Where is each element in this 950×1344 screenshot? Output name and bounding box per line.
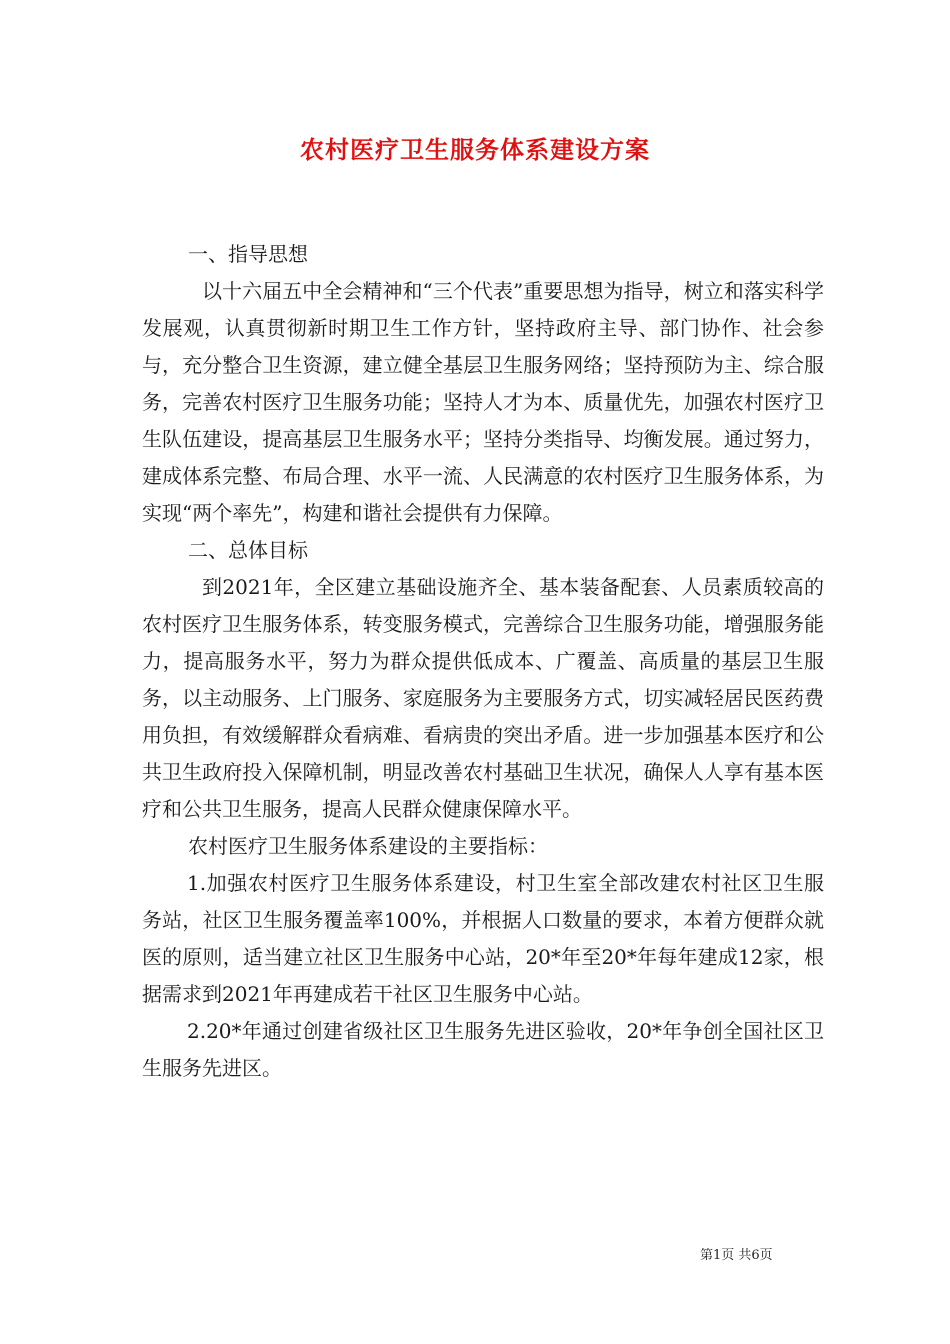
- paragraph-guiding-thought: 以十六届五中全会精神和“三个代表”重要思想为指导，树立和落实科学发展观，认真贯彻新时期卫生工作方针，坚持政府主导、部门协作、社会参与，充分整合卫生资源，建立健全基层卫生服务网络；坚持预防为主、综合服务，完善农村医疗卫生服务功能；坚持人才为本、质量优先，加强农村医疗卫生队伍建设，提高基层卫生服务水平；坚持分类指导、均衡发展。通过努力，建成体系完整、布局合理、水平一流、人民满意的农村医疗卫生服务体系，为实现“两个率先”，构建和谐社会提供有力保障。: [142, 279, 824, 525]
- section-heading-guiding-thought: 一、指导思想: [188, 242, 308, 266]
- document-body: [142, 236, 824, 1087]
- section-heading-main-indicators: 农村医疗卫生服务体系建设的主要指标：: [188, 834, 548, 858]
- indicator-item-2: 2.20*年通过创建省级社区卫生服务先进区验收，20*年争创全国社区卫生服务先进区。: [142, 1019, 824, 1080]
- paragraph-overall-goal: 到2021年，全区建立基础设施齐全、基本装备配套、人员素质较高的农村医疗卫生服务体系，转变服务模式，完善综合卫生服务功能，增强服务能力，提高服务水平，努力为群众提供低成本、广覆盖、高质量的基层卫生服务，以主动服务、上门服务、家庭服务为主要服务方式，切实减轻居民医药费用负担，有效缓解群众看病难、看病贵的突出矛盾。进一步加强基本医疗和公共卫生政府投入保障机制，明显改善农村基础卫生状况，确保人人享有基本医疗和公共卫生服务，提高人民群众健康保障水平。: [142, 575, 824, 821]
- document-title: 农村医疗卫生服务体系建设方案: [300, 135, 650, 164]
- page-number: 第1页 共6页: [700, 1248, 773, 1263]
- section-heading-overall-goal: 二、总体目标: [188, 538, 308, 562]
- indicator-item-1: 1.加强农村医疗卫生服务体系建设，村卫生室全部改建农村社区卫生服务站，社区卫生服务覆盖率100%，并根据人口数量的要求，本着方便群众就医的原则，适当建立社区卫生服务中心站，20*年至20*年每年建成12家，根据需求到2021年再建成若干社区卫生服务中心站。: [142, 871, 824, 1006]
